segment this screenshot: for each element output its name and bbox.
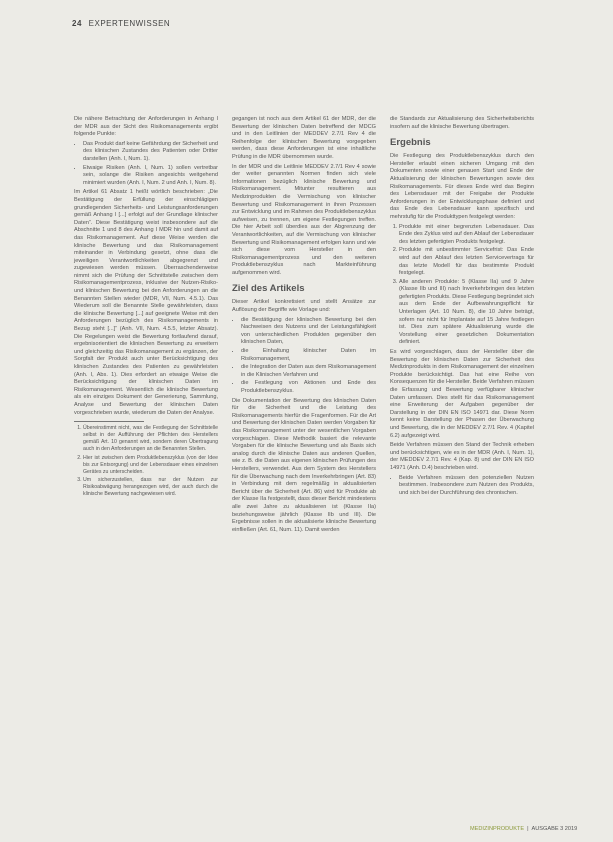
paragraph: Beide Verfahren müssen den Stand der Technik erheben und berücksichtigen, wie es in der MDR (Anh. I, Num. 1), der MEDDEV 2.7/1 Rev. 4 (Kap. 8) und der DIN EN ISO 14971 (Anh. D.4) beschrieben wird. xyxy=(390,442,534,471)
list-item: • die Einhaltung klinischer Daten im Risikomanagement, xyxy=(241,348,376,363)
page-number: 24 xyxy=(72,19,82,28)
paragraph: die Standards zur Aktualisierung des Sicherheitsberichts insofern auf die klinische Bewertung übertragen. xyxy=(390,116,534,130)
list-item: 1. Produkte mit einer begrenzten Lebensdauer. Das Ende des Zyklus wird auf den Ablauf der Lebensdauer des letzten gefertigten Produkts festgelegt. xyxy=(399,224,534,247)
column-middle xyxy=(232,116,376,536)
paragraph: Dieser Artikel konkretisiert und stellt Ansätze zur Auflösung der Begriffe wie Vorlage und: xyxy=(232,299,376,314)
paragraph: Im Artikel 61 Absatz 1 heißt wörtlich beschrieben: „Die Bestätigung der Erfüllung der einschlägigen grundlegenden Sicherheits- und Leistungsanforderungen gemäß Anhang I [...] erfolgt auf der Grundlage klinischer Daten“. Diese Bestätigung weist insbesondere auf die Abschnitte 1 und 8 des Anhang I MDR hin und damit auf das Risikomanagement. Auf diese Weise werden die klinische Bewertung und das Risikomanagement miteinander in Verbindung gesetzt, ohne dass die jeweiligen Verantwortlichkeiten abgegrenzt und zugewiesen werden müssen. Überraschenderweise nimmt sich die Prüfung der Schnittstelle zwischen dem Risikomanagementprozess, inklusive der Nutzen-Risiko- und klinischen Bewertung bei den Anforderungen an die Benannten Stellen wieder (MDR, VII, Num. 4.5.1). Das Wiederum soll die Benannte Stelle gewährleisten, dass die klinische Bewertung [...] auf geeignete Weise mit den Anforderungen bezüglich des Risikomanagements in Bezug steht [...]“ (Anh. VII, Num. 4.5.5, letzter Absatz). Die Regelungen weist die Bewertung fortlaufend darauf, ergebnisorientiert die klinischen Bewertung zu erweitern und gleichzeitig das Risikomanagement zu ergänzen, der Sorgfalt der Produkt auch unter Berücksichtigung des klinischen Zustandes des Patienten zu gewährleisten (Anh. I, Abs. 1). Dies erfordert an etwaige Weise die Berücksichtigung der klinischen Daten im Risikomanagement. Wesentlich die klinische Bewertung als ein einziges Dokument der Generierung, Sammlung, Analyse und Bewertung der klinischen Daten vorgeschrieben wurde, wiederum die Daten der Analyse. xyxy=(74,189,218,416)
footnote: 3. Um sicherzustellen, dass nur der Nutzen zur Risikoabwägung herangezogen wird, der auch durch die klinische Bewertung nachgewiesen wird. xyxy=(83,477,218,498)
page-header xyxy=(72,19,170,28)
paragraph: Die Festlegung des Produktlebenszyklus durch den Hersteller erlaubt einen sicheren Umgang mit den Dokumenten sowie einer genauen Start und Ende der Aktualisierung der klinischen Bewertungen sowie des Risikomanagements. Für dieses Ende wird das Beginn des Lebensdauer mit der Freigabe der Produkte Anforderungen in der Entwicklungsphase definiert und das Ende des Lebensdauer kann spezifisch und mehrstufig für die Produkttypen festgelegt werden: xyxy=(390,153,534,220)
list-item: • die Integration der Daten aus dem Risikomanagement in die Klinischen Verfahren und xyxy=(241,364,376,379)
column-right xyxy=(390,116,534,499)
paragraph: Die Dokumentation der Bewertung des klinischen Daten für die Sicherheit und die Leistung des Risikomanagements hierfür die Fragenformen. Für die Art und Bewertung der klinischen Daten werden Vorgaben für das Risikomanagement unter der wesentlichen Vorgaben vorgeschlagen. Diese Methodik basiert die relevante Vorgaben für die klinische Bewertung und als Basis sich analog durch die klinische Daten aus anderen Quellen, wie z. B. die Daten aus eigenen klinischen Prüfungen des Herstellers, verwendet. Aus dem System des Herstellers für die Überwachung nach dem Inverkehrbringen (Art. 83) in Verbindung mit dem regelmäßig in aktualisierten Bericht über die Sicherheit (Art. 86) wird für Produkte ab der Klasse IIa festgestellt, dass dieser Bericht mindestens alle zwei Jahre zu aktualisieren ist (Klasse IIa) beziehungsweise jährlich (Klasse IIb und III). Die Ergebnisse sollen in die aktualisierte klinische Bewertung einfließen (Art. 61, Num. 11). Damit werden xyxy=(232,397,376,533)
footnote: 2. Hier ist zwischen dem Produktlebenszyklus (von der Idee bis zur Entsorgung) und der Lebensdauer eines einzelnen Gerätes zu unterscheiden. xyxy=(83,455,218,476)
paragraph: gegangen ist noch aus dem Artikel 61 der MDR, der die Bewertung der klinischen Daten betreffend der MDCG und in den Leitlinien der MEDDEV 2.7/1 Rev 4 die Reihenfolge der klinischen Bewertung vorgegeben werden, dass diese Anforderungen ist eine inhaltliche Prüfung in die MDR übernommen wurde. xyxy=(232,116,376,160)
bullet-list xyxy=(390,475,534,498)
list-item: • Beide Verfahren müssen den potenziellen Nutzen bestimmen. Insbesondere zum Nutzen des Produkts, und sich bei der Durchführung des chronischen. xyxy=(399,475,534,498)
page-footer xyxy=(470,826,577,832)
section-heading: Ziel des Artikels xyxy=(232,283,305,295)
issue-label: AUSGABE 3 2019 xyxy=(531,826,578,832)
list-item: • Das Produkt darf keine Gefährdung der Sicherheit und des klinischen Zustandes des Patienten oder Dritter darstellen (Anh. I, Num. 1). xyxy=(83,141,218,164)
paragraph: Die nähere Betrachtung der Anforderungen in Anhang I der MDR aus der Sicht des Risikomanagements ergibt folgende Punkte: xyxy=(74,116,218,138)
list-item: • Etwaige Risiken (Anh. I, Num. 1) sollen vertretbar sein, solange die Risiken angesichts weitgehend minimiert wurden (Anh. I, Num. 2 und Anh. I, Num. 8). xyxy=(83,165,218,188)
numbered-list xyxy=(390,224,534,348)
bullet-list xyxy=(74,141,218,188)
list-item: 3. Alle anderen Produkte: 5 (Klasse IIa) und 9 Jahre (Klasse IIb und III) nach Inverkehrbringen des letzten gefertigten Produkts. Diese Festlegung begründet sich aus dem Ende der Aufbewahrungspflicht für Unterlagen (Art. 10 Num. 8), die 10 Jahre beträgt, sofern nur nicht für Implantate auf 15 Jahre festlegen ist. Dies zum spätere Aktualisierung wurde die Vorstellung einer gesetzlichen Dokumentation definiert. xyxy=(399,279,534,347)
list-item: • die Festlegung von Aktionen und Ende des Produktlebenszyklus. xyxy=(241,380,376,395)
magazine-name: MEDIZINPRODUKTE xyxy=(470,826,525,832)
footnotes xyxy=(74,425,218,498)
bullet-list xyxy=(232,317,376,396)
footer-separator: | xyxy=(527,826,529,832)
list-item: • die Bestätigung der klinischen Bewertung bei den Nachweisen des Nutzens und der Leistungsfähigkeit von unterschiedlichen Produkten gegenüber den klinischen Daten, xyxy=(241,317,376,347)
column-left xyxy=(74,116,218,500)
section-title: EXPERTENWISSEN xyxy=(88,19,171,28)
footnote-divider xyxy=(74,421,144,422)
section-heading: Ergebnis xyxy=(390,137,431,149)
list-item: 2. Produkte mit unbestimmter Servicefrist: Das Ende wird auf den Ablauf des letzten Servicevertrags für das letzte Modell für das bestimmte Produkt festgelegt. xyxy=(399,247,534,277)
footnote: 1. Übereinstimmt nicht, was die Festlegung der Schnittstelle selbst in der Aufführung der Pflichten des Herstellers gemäß Art. 10 genannt wird, sondern deren Übertragung auch in den Anforderungen an die Benannten Stellen. xyxy=(83,425,218,453)
paragraph: Es wird vorgeschlagen, dass der Hersteller über die Bewertung der klinischen Daten zur Sicherheit des Medizinprodukts in dem Risikomanagement der einzelnen Produkte berücksichtigt. Das hat eine Reihe von Konsequenzen für die Hersteller. Beide Verfahren müssen die Erfassung und Bewertung verfügbarer klinischer Daten umfassen. Dies stellt für das Risikomanagement eine Erweiterung der Aufgaben gegenüber der Darstellung in der DIN EN ISO 14971 dar. Diese Norm kennt keine Darstellung der Phasen der Überwachung und Bewertung, die in der MEDDEV 2.7/1 Rev. 4 (Kapitel 6.2) aufgezeigt wird. xyxy=(390,349,534,439)
paragraph: In der MDR und die Leitlinie MEDDEV 2.7/1 Rev 4 sowie der weiter genannten Normen finden sich viele Informationen bezüglich klinische Bewertung und Risikomanagement. Mitunter resultieren aus Medizinprodukten die Vermischung von klinischer Bewertung und Risikomanagement in ihren Prozessen zur Entwicklung und im Rahmen des Produktlebenszyklus aufweisen, zu trennen, um eigene Festlegungen treffen. Die hier Arbeit soll überdies aus der Abgrenzung der Verantwortlichkeiten, auf die Vermischung von klinischer Bewertung und Risikomanagement erfolgen kann und wie sich diese vom Hersteller in den Risikomanagementprozess und den weiteren Produktlebenszyklus nach Markteinführung aufgenommen wird. xyxy=(232,163,376,276)
